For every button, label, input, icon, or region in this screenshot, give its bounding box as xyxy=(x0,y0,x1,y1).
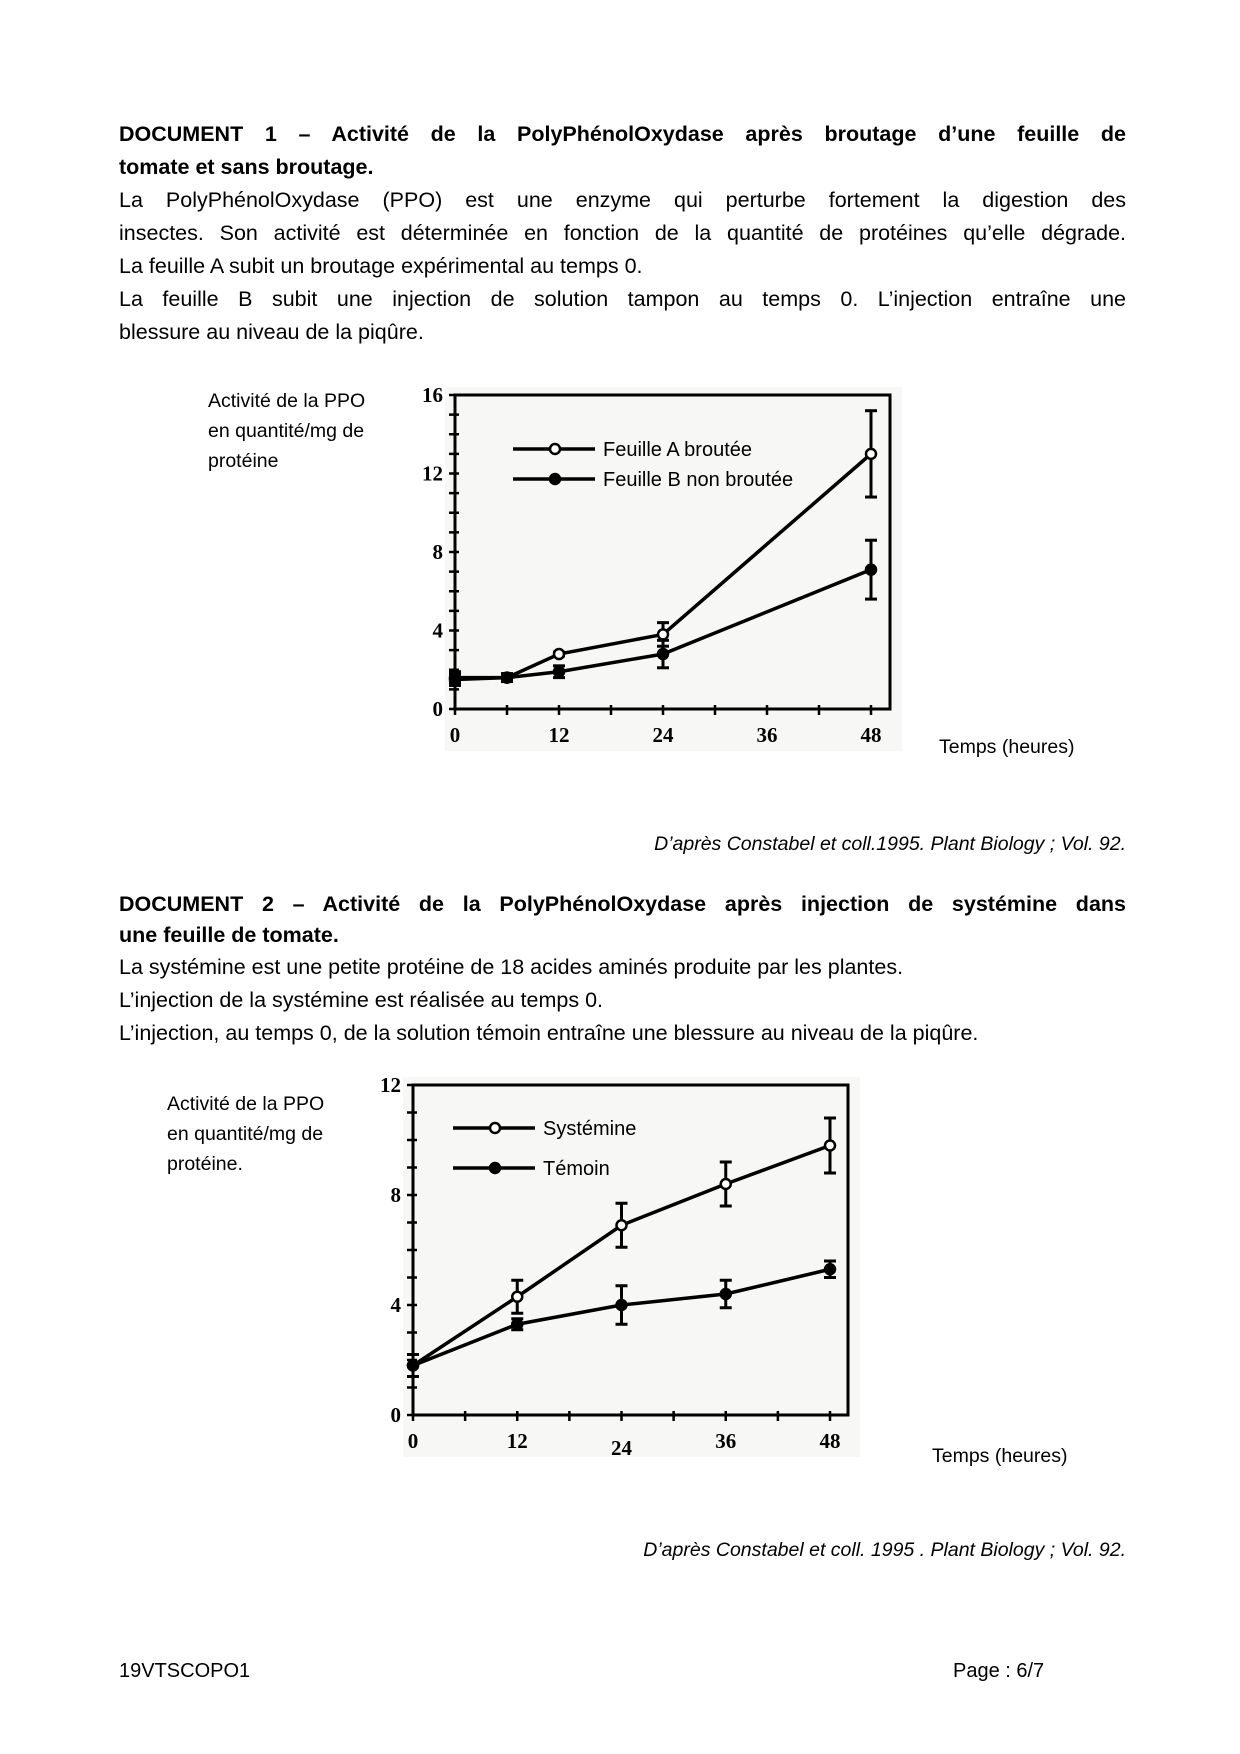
document-2 xyxy=(119,889,1126,1050)
y-tick-label: 16 xyxy=(422,383,443,407)
x-tick-label: 48 xyxy=(860,723,882,747)
legend-marker xyxy=(490,1163,500,1173)
data-point xyxy=(866,565,876,575)
y-tick-label: 12 xyxy=(422,461,443,486)
document-2-heading-cont: une feuille de tomate. xyxy=(119,923,339,947)
x-tick-label: 0 xyxy=(449,723,461,747)
y-tick-label: 8 xyxy=(432,540,443,564)
y-label-line: protéine. xyxy=(167,1153,243,1175)
document-1-heading-cont: tomate et sans broutage. xyxy=(119,155,374,179)
legend-marker xyxy=(550,474,560,484)
y-tick-label: 12 xyxy=(380,1073,401,1097)
data-point xyxy=(617,1300,627,1310)
document-1-heading: DOCUMENT 1 – Activité de la PolyPhénolOxydase après broutage d’une feuille de xyxy=(119,122,1126,146)
legend-marker xyxy=(550,444,560,454)
footer-code: 19VTSCOPO1 xyxy=(119,1660,251,1682)
y-tick-label: 4 xyxy=(432,618,443,643)
body-line: La PolyPhénolOxydase (PPO) est une enzyme qui perturbe fortement la digestion des xyxy=(119,188,1126,212)
body-line: La feuille B subit une injection de solution tampon au temps 0. L’injection entraîne une xyxy=(119,287,1126,311)
legend-label: Systémine xyxy=(543,1118,637,1140)
data-point xyxy=(617,1220,627,1230)
footer-page-number: Page : 6/7 xyxy=(953,1660,1045,1682)
legend-marker xyxy=(490,1123,500,1133)
y-tick-label: 0 xyxy=(390,1403,401,1427)
x-tick-label: 24 xyxy=(611,1436,632,1460)
chart-2-y-label xyxy=(167,1089,324,1179)
data-point xyxy=(825,1264,835,1274)
data-point xyxy=(554,667,564,677)
document-1-source: D’après Constabel et coll.1995. Plant Biology ; Vol. 92. xyxy=(654,833,1126,855)
x-tick-label: 48 xyxy=(819,1429,841,1453)
data-point xyxy=(450,675,460,685)
data-point xyxy=(512,1319,522,1329)
data-point xyxy=(512,1292,522,1302)
body-line: insectes. Son activité est déterminée en fonction de la quantité de protéines qu’elle dégrade. xyxy=(119,221,1126,245)
x-tick-label: 36 xyxy=(756,723,778,747)
y-label-line: en quantité/mg de xyxy=(208,420,365,442)
chart-1-y-label xyxy=(208,386,365,476)
chart-1 xyxy=(400,380,960,765)
y-label-line: Activité de la PPO xyxy=(167,1093,325,1115)
y-label-line: protéine xyxy=(208,450,279,472)
body-line: L’injection, au temps 0, de la solution témoin entraîne une blessure au niveau de la piqûre. xyxy=(119,1021,979,1045)
body-line: La feuille A subit un broutage expérimental au temps 0. xyxy=(119,254,643,278)
data-point xyxy=(825,1141,835,1151)
y-label-line: en quantité/mg de xyxy=(167,1123,324,1145)
legend-label: Feuille A broutée xyxy=(603,439,752,461)
chart-2 xyxy=(360,1070,940,1475)
chart-1-x-label: Temps (heures) xyxy=(939,736,1075,758)
document-2-heading: DOCUMENT 2 – Activité de la PolyPhénolOxydase après injection de systémine dans xyxy=(119,892,1126,916)
data-point xyxy=(721,1179,731,1189)
data-point xyxy=(866,449,876,459)
body-line: blessure au niveau de la piqûre. xyxy=(119,320,424,344)
legend-label: Témoin xyxy=(543,1158,610,1180)
chart-2-x-label: Temps (heures) xyxy=(932,1445,1068,1467)
data-point xyxy=(721,1289,731,1299)
document-1 xyxy=(119,118,1126,349)
x-tick-label: 12 xyxy=(548,723,570,747)
body-line: L’injection de la systémine est réalisée au temps 0. xyxy=(119,988,604,1012)
x-tick-label: 12 xyxy=(506,1429,528,1453)
data-point xyxy=(658,649,668,659)
data-point xyxy=(554,649,564,659)
y-tick-label: 0 xyxy=(432,697,443,721)
x-tick-label: 36 xyxy=(715,1429,737,1453)
y-tick-label: 8 xyxy=(390,1183,401,1207)
y-label-line: Activité de la PPO xyxy=(208,390,366,412)
document-2-source: D’après Constabel et coll. 1995 . Plant Biology ; Vol. 92. xyxy=(643,1539,1126,1561)
x-tick-label: 24 xyxy=(652,723,674,747)
data-point xyxy=(408,1361,418,1371)
legend-label: Feuille B non broutée xyxy=(603,469,794,491)
data-point xyxy=(502,673,512,683)
body-line: La systémine est une petite protéine de 18 acides aminés produite par les plantes. xyxy=(119,955,904,979)
x-tick-label: 0 xyxy=(407,1429,419,1453)
data-point xyxy=(658,629,668,639)
y-tick-label: 4 xyxy=(390,1293,401,1317)
